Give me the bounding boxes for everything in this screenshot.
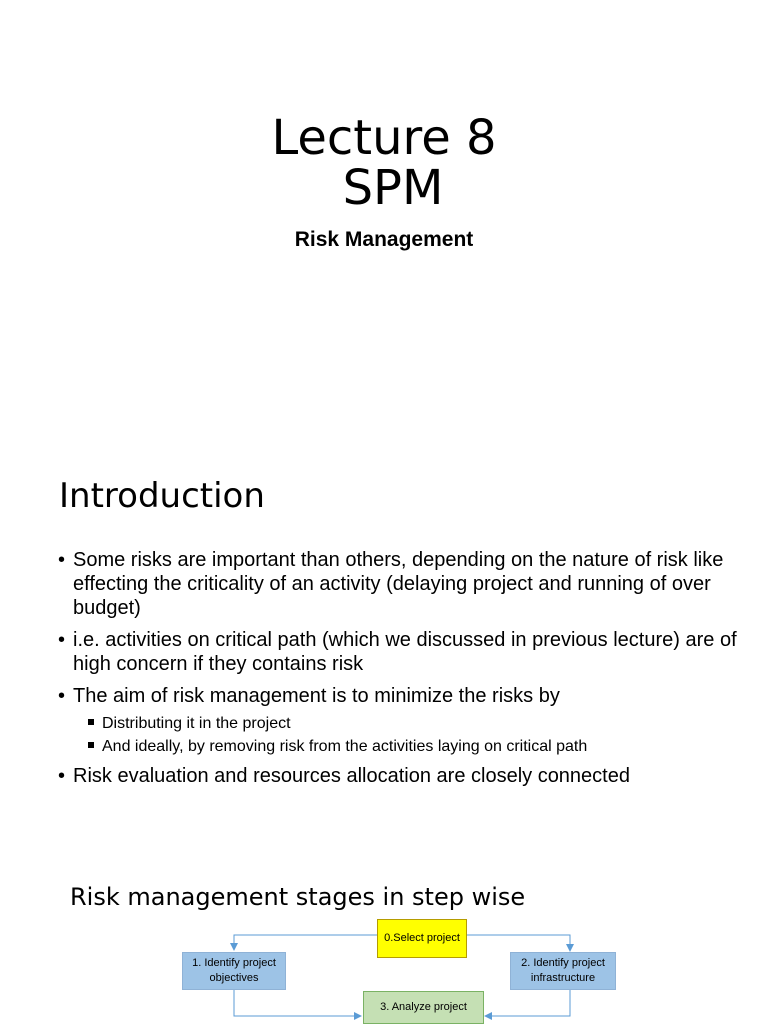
lecture-title: [0, 110, 768, 216]
lecture-subtitle: Risk Management: [294, 228, 474, 251]
title-slide: [0, 0, 768, 420]
introduction-slide: [0, 440, 768, 840]
step-1-box: 1. Identify project objectives: [182, 952, 286, 990]
step-0-box: 0.Select project: [377, 919, 467, 958]
arrow-step0-to-step1: [234, 935, 377, 949]
arrow-step1-to-step3: [234, 990, 360, 1016]
stages-slide: [0, 860, 768, 1024]
bullet-item: • i.e. activities on critical path (which we discussed in previous lecture) are of high concern if they contains risk: [58, 628, 748, 676]
slide-title: Introduction: [59, 476, 265, 516]
step-3-box: 3. Analyze project: [363, 991, 484, 1024]
bullet-item: • Some risks are important than others, depending on the nature of risk like effecting the criticality of an activity (delaying project and running of over budget): [58, 548, 748, 620]
bullet-item: • Risk evaluation and resources allocation are closely connected: [58, 764, 748, 788]
title-line-2: SPM: [342, 160, 444, 216]
sub-bullet-item: Distributing it in the project: [58, 712, 748, 735]
bullet-list: [58, 548, 748, 796]
arrow-step0-to-step2: [467, 935, 570, 950]
step-2-box: 2. Identify project infrastructure: [510, 952, 616, 990]
bullet-item: • The aim of risk management is to minimize the risks by: [58, 684, 748, 708]
title-line-1: Lecture 8: [271, 110, 497, 166]
slide-title: Risk management stages in step wise: [70, 883, 526, 911]
sub-bullet-list: [58, 712, 748, 758]
arrow-step2-to-step3: [486, 990, 570, 1016]
sub-bullet-item: And ideally, by removing risk from the activities laying on critical path: [58, 735, 748, 758]
